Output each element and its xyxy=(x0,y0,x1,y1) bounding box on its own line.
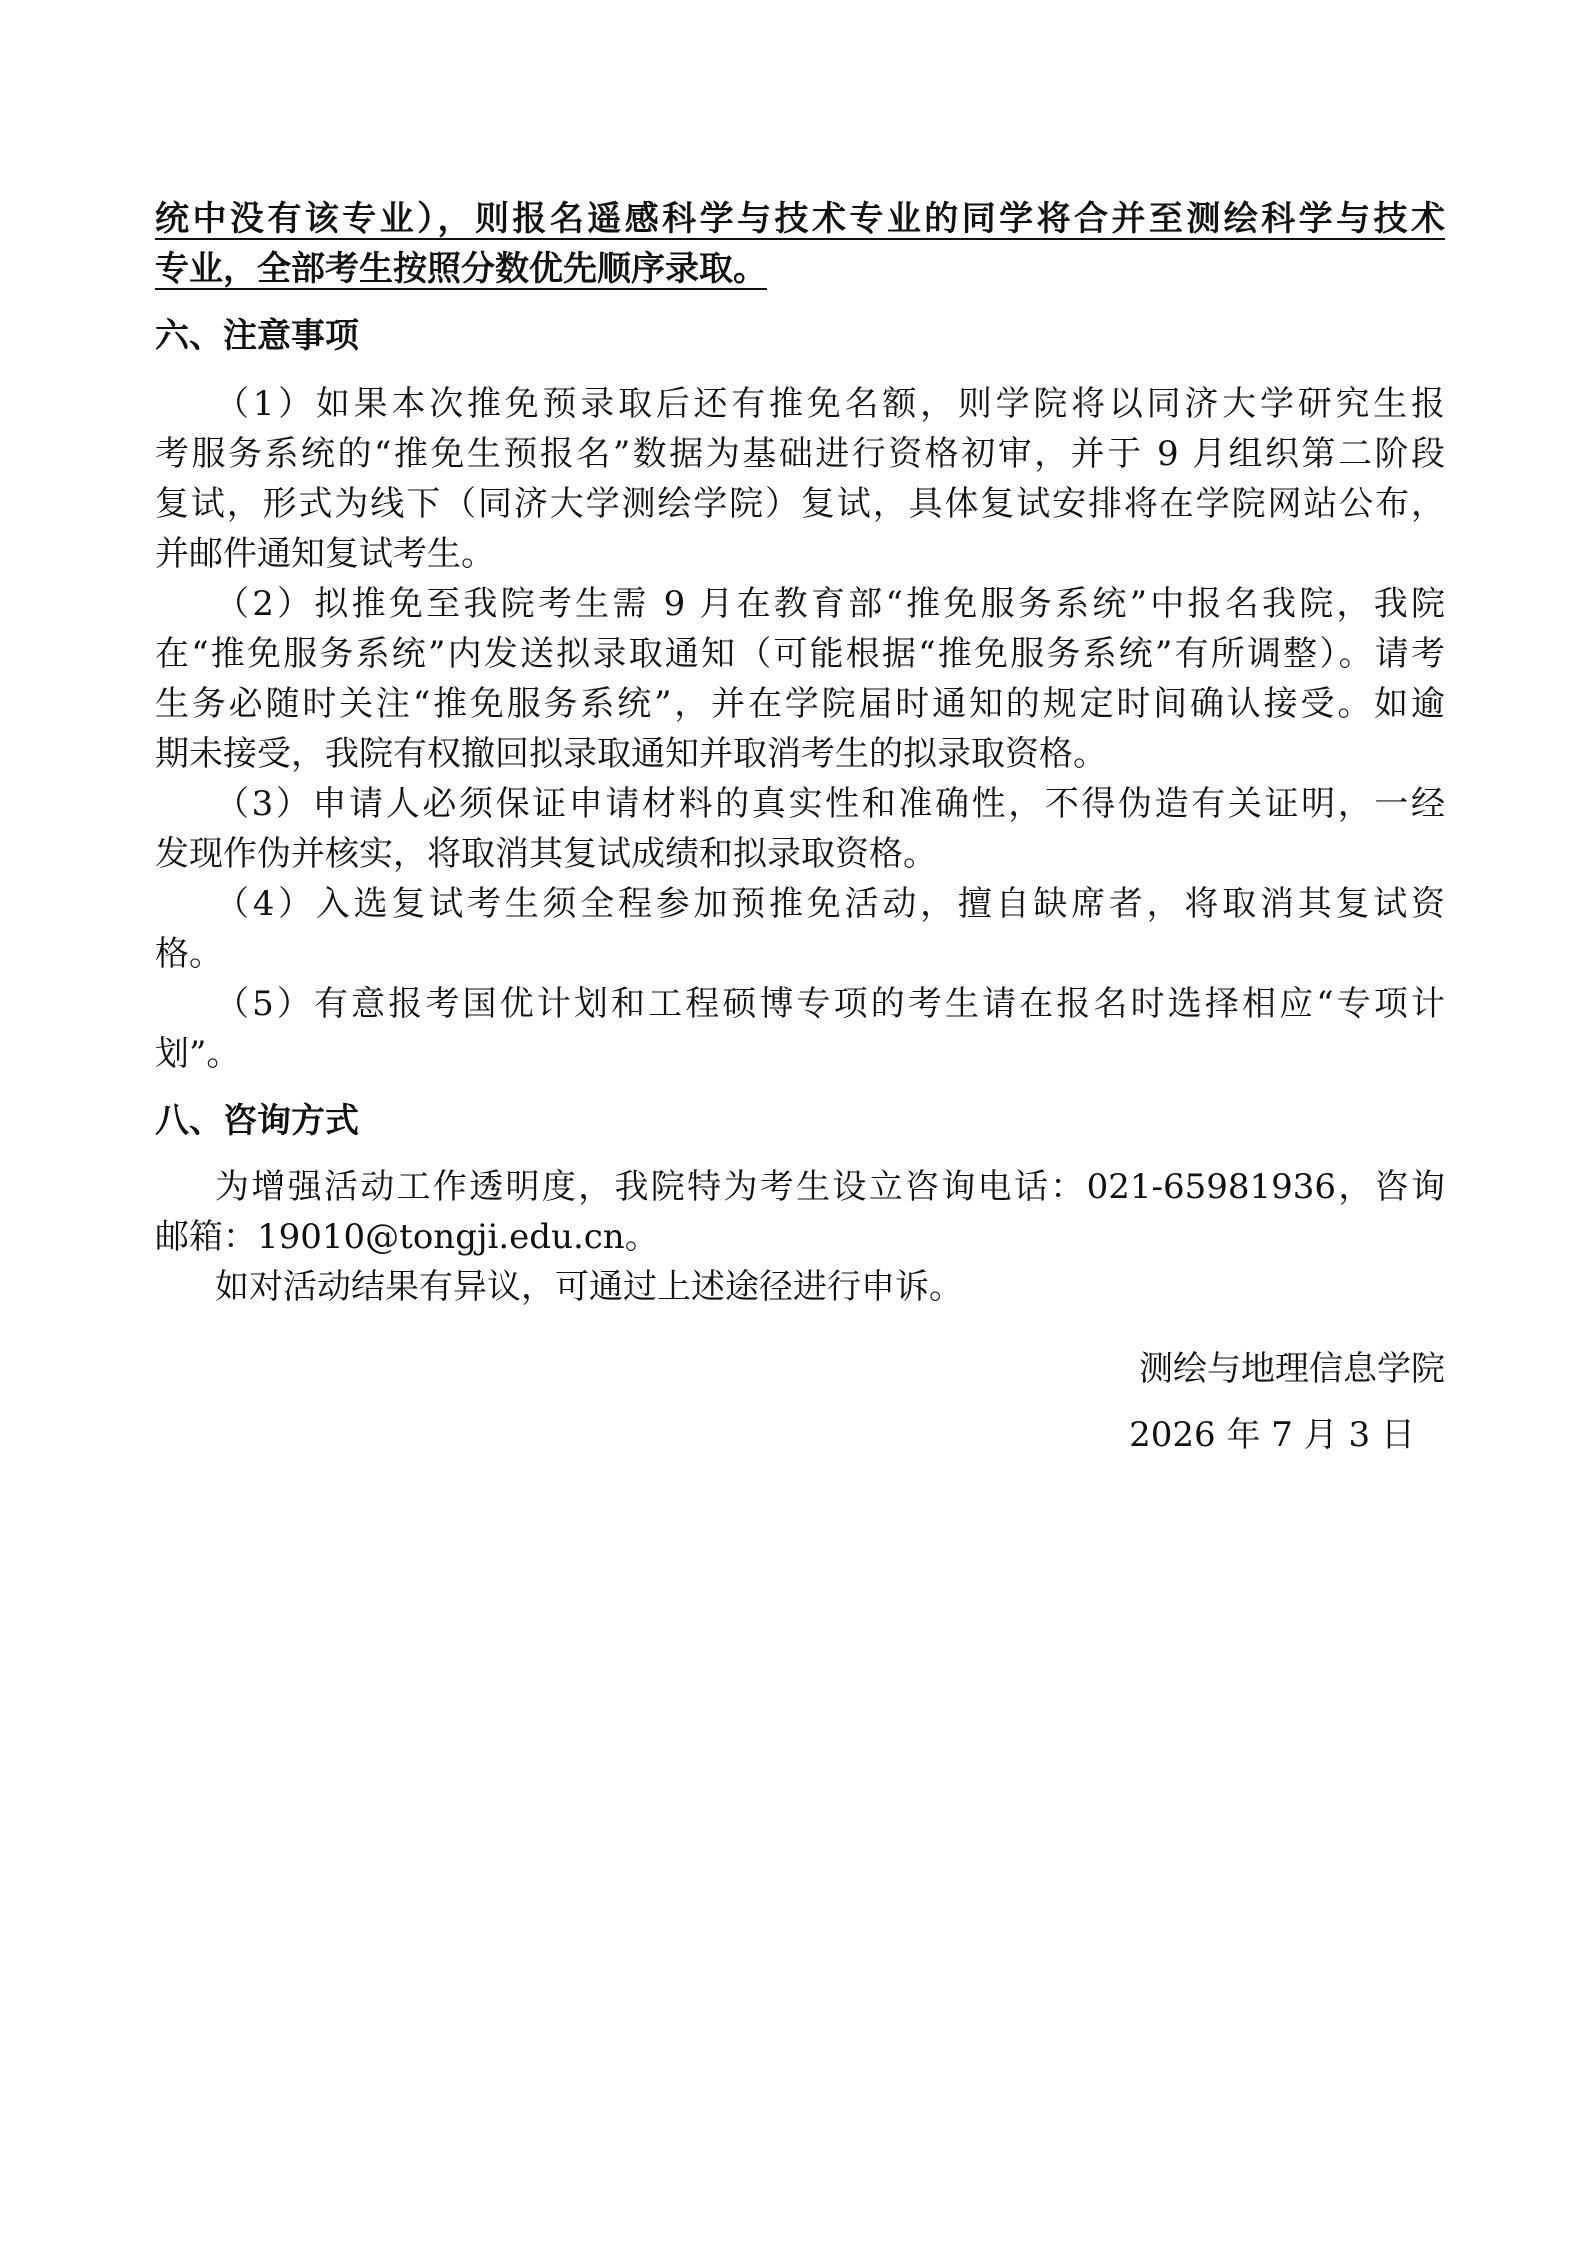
note-1-line-4: 并邮件通知复试考生。 xyxy=(155,534,495,574)
note-3-line-2: 发现作伪并核实，将取消其复试成绩和拟录取资格。 xyxy=(155,834,937,874)
contact-email-line: 邮箱：19010@tongji.edu.cn。 xyxy=(155,1217,659,1257)
note-2-line-3: 生务必随时关注“推免服务系统”，并在学院届时通知的规定时间确认接受。如逾 xyxy=(155,684,1445,724)
note-1-line-2: 考服务系统的“推免生预报名”数据为基础进行资格初审，并于 9 月组织第二阶段 xyxy=(155,434,1445,474)
signature-organization: 测绘与地理信息学院 xyxy=(1139,1349,1445,1389)
note-1-line-3: 复试，形式为线下（同济大学测绘学院）复试，具体复试安排将在学院网站公布， xyxy=(155,484,1445,524)
note-3-line-1: （3）申请人必须保证申请材料的真实性和准确性，不得伪造有关证明，一经 xyxy=(215,784,1445,824)
note-4-line-2: 格。 xyxy=(155,934,223,974)
intro-line-1: 统中没有该专业），则报名遥感科学与技术专业的同学将合并至测绘科学与技术 xyxy=(155,199,1445,239)
note-1-line-1: （1）如果本次推免预录取后还有推免名额，则学院将以同济大学研究生报 xyxy=(215,384,1445,424)
note-2-line-1: （2）拟推免至我院考生需 9 月在教育部“推免服务系统”中报名我院，我院 xyxy=(215,584,1445,624)
section-heading-contact: 八、咨询方式 xyxy=(155,1101,359,1141)
note-2-line-4: 期未接受，我院有权撤回拟录取通知并取消考生的拟录取资格。 xyxy=(155,734,1107,774)
note-5-line-2: 划”。 xyxy=(155,1034,241,1074)
contact-line-1: 为增强活动工作透明度，我院特为考生设立咨询电话：021-65981936，咨询 xyxy=(215,1167,1445,1207)
intro-line-2: 专业，全部考生按照分数优先顺序录取。 xyxy=(155,249,767,289)
note-2-line-2: 在“推免服务系统”内发送拟录取通知（可能根据“推免服务系统”有所调整）。请考 xyxy=(155,634,1445,674)
signature-date: 2026 年 7 月 3 日 xyxy=(1129,1415,1415,1455)
note-5-line-1: （5）有意报考国优计划和工程硕博专项的考生请在报名时选择相应“专项计 xyxy=(215,984,1445,1024)
appeal-line: 如对活动结果有异议，可通过上述途径进行申诉。 xyxy=(215,1267,963,1307)
section-heading-notes: 六、注意事项 xyxy=(155,316,359,356)
note-4-line-1: （4）入选复试考生须全程参加预推免活动，擅自缺席者，将取消其复试资 xyxy=(215,884,1445,924)
